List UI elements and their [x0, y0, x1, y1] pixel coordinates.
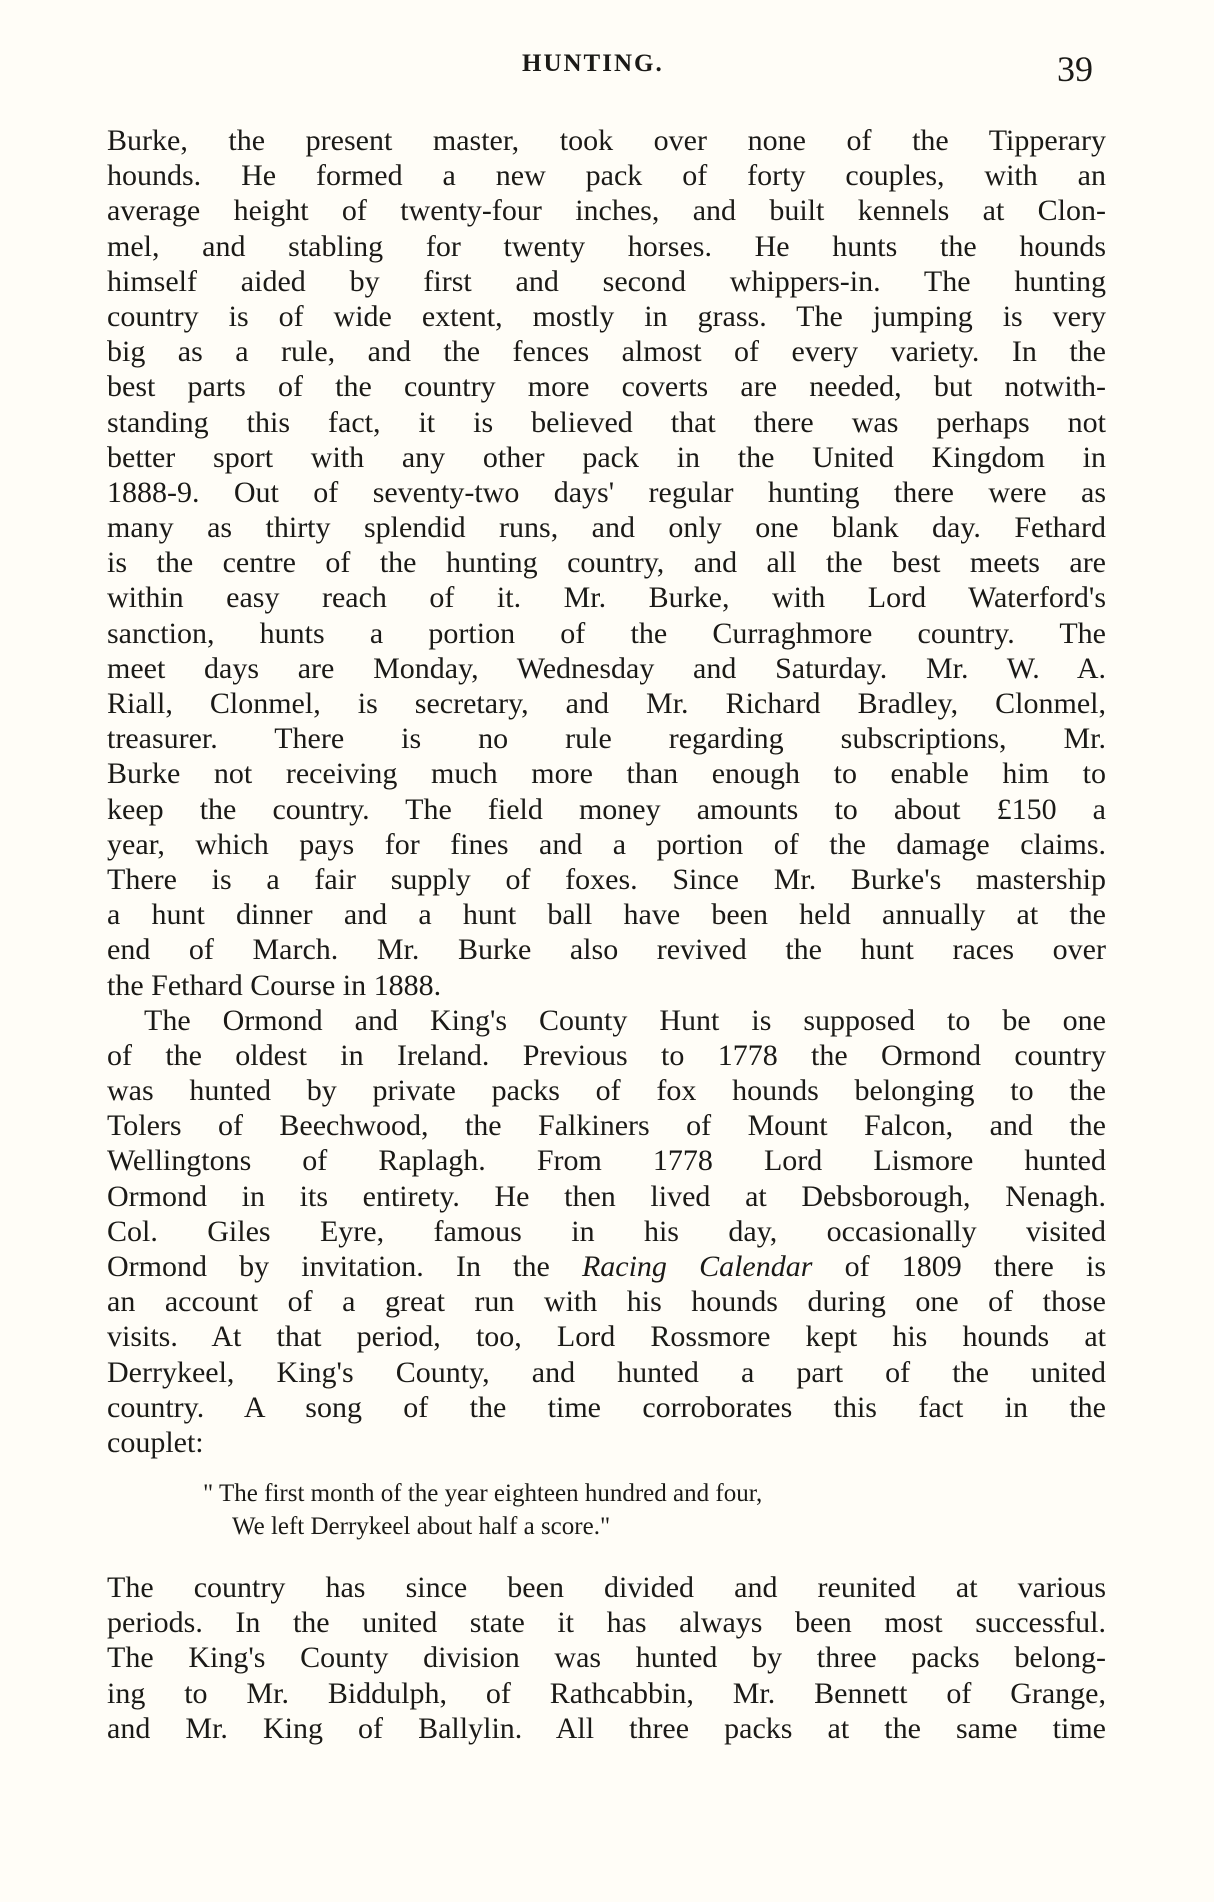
text-line: ing to Mr. Biddulph, of Rathcabbin, Mr. Bennett of Grange, [107, 1676, 1106, 1710]
text-line: keep the country. The field money amounts to about £150 a [107, 792, 1106, 826]
text-line: visits. At that period, too, Lord Rossmore kept his hounds at [107, 1320, 1106, 1354]
text-line: Burke not receiving much more than enough to enable him to [107, 757, 1106, 791]
text-line: mel, and stabling for twenty horses. He hunts the hounds [107, 229, 1106, 263]
text-line-with-italic [107, 1249, 1106, 1284]
text-line: 1888-9. Out of seventy-two days' regular hunting there were as [107, 475, 1106, 509]
text-line: best parts of the country more coverts are needed, but notwith- [107, 370, 1106, 404]
text-line: end of March. Mr. Burke also revived the hunt races over [107, 933, 1106, 967]
text-line: within easy reach of it. Mr. Burke, with Lord Waterford's [107, 581, 1106, 615]
text-line: was hunted by private packs of fox hounds belonging to the [107, 1074, 1106, 1108]
text-line: average height of twenty-four inches, and built kennels at Clon- [107, 194, 1106, 228]
text-line: Col. Giles Eyre, famous in his day, occasionally visited [107, 1214, 1106, 1248]
text-line: Burke, the present master, took over none of the Tipperary [107, 124, 1106, 157]
text-line: of the oldest in Ireland. Previous to 1778 the Ormond country [107, 1038, 1106, 1072]
text-run: of 1809 there is [844, 1250, 1107, 1283]
page-number: 39 [1057, 49, 1093, 89]
text-line: Wellingtons of Raplagh. From 1778 Lord Lismore hunted [107, 1144, 1106, 1178]
text-line: meet days are Monday, Wednesday and Saturday. Mr. W. A. [107, 651, 1106, 685]
paragraph-start-line: The Ormond and King's County Hunt is supposed to be one [144, 1003, 1106, 1037]
text-line: himself aided by first and second whippers-in. The hunting [107, 264, 1106, 298]
text-line: and Mr. King of Ballylin. All three packs at the same time [107, 1711, 1106, 1745]
body-text [107, 123, 1106, 1460]
text-line: many as thirty splendid runs, and only one blank day. Fethard [107, 511, 1106, 545]
text-line: big as a rule, and the fences almost of every variety. In the [107, 335, 1106, 369]
text-line: The King's County division was hunted by three packs belong- [107, 1641, 1106, 1675]
text-line: Tolers of Beechwood, the Falkiners of Mount Falcon, and the [107, 1109, 1106, 1143]
text-line: Derrykeel, King's County, and hunted a part of the united [107, 1355, 1106, 1389]
text-run: Ormond by invitation. In the [107, 1250, 550, 1283]
text-line: a hunt dinner and a hunt ball have been held annually at the [107, 898, 1106, 932]
italic-title: Racing Calendar [581, 1250, 813, 1283]
text-line: sanction, hunts a portion of the Curraghmore country. The [107, 616, 1106, 650]
running-title: HUNTING. [522, 50, 664, 77]
text-line: the Fethard Course in 1888. [107, 968, 442, 1002]
text-line: Riall, Clonmel, is secretary, and Mr. Richard Bradley, Clonmel, [107, 687, 1106, 720]
verse-line: " The first month of the year eighteen hundred and four, [203, 1480, 763, 1507]
verse-line: We left Derrykeel about half a score." [232, 1513, 611, 1540]
quoted-verse [203, 1477, 1023, 1543]
text-line: better sport with any other pack in the United Kingdom in [107, 440, 1106, 474]
text-line: standing this fact, it is believed that there was perhaps not [107, 405, 1106, 439]
text-line: Ormond in its entirety. He then lived at Debsborough, Nenagh. [107, 1179, 1106, 1213]
body-text-continued [107, 1570, 1106, 1746]
text-line: treasurer. There is no rule regarding subscriptions, Mr. [107, 722, 1106, 756]
text-line: country is of wide extent, mostly in grass. The jumping is very [107, 299, 1106, 333]
text-line: is the centre of the hunting country, and all the best meets are [107, 546, 1106, 580]
text-line: hounds. He formed a new pack of forty couples, with an [107, 159, 1106, 193]
text-line: an account of a great run with his hounds during one of those [107, 1285, 1106, 1319]
page-header [0, 46, 1214, 96]
text-line: periods. In the united state it has always been most successful. [107, 1606, 1106, 1640]
text-line: year, which pays for fines and a portion of the damage claims. [107, 827, 1106, 861]
text-line: There is a fair supply of foxes. Since Mr. Burke's mastership [107, 862, 1106, 896]
text-line: couplet: [107, 1425, 204, 1459]
text-line: country. A song of the time corroborates this fact in the [107, 1390, 1106, 1424]
text-line: The country has since been divided and reunited at various [107, 1571, 1106, 1604]
